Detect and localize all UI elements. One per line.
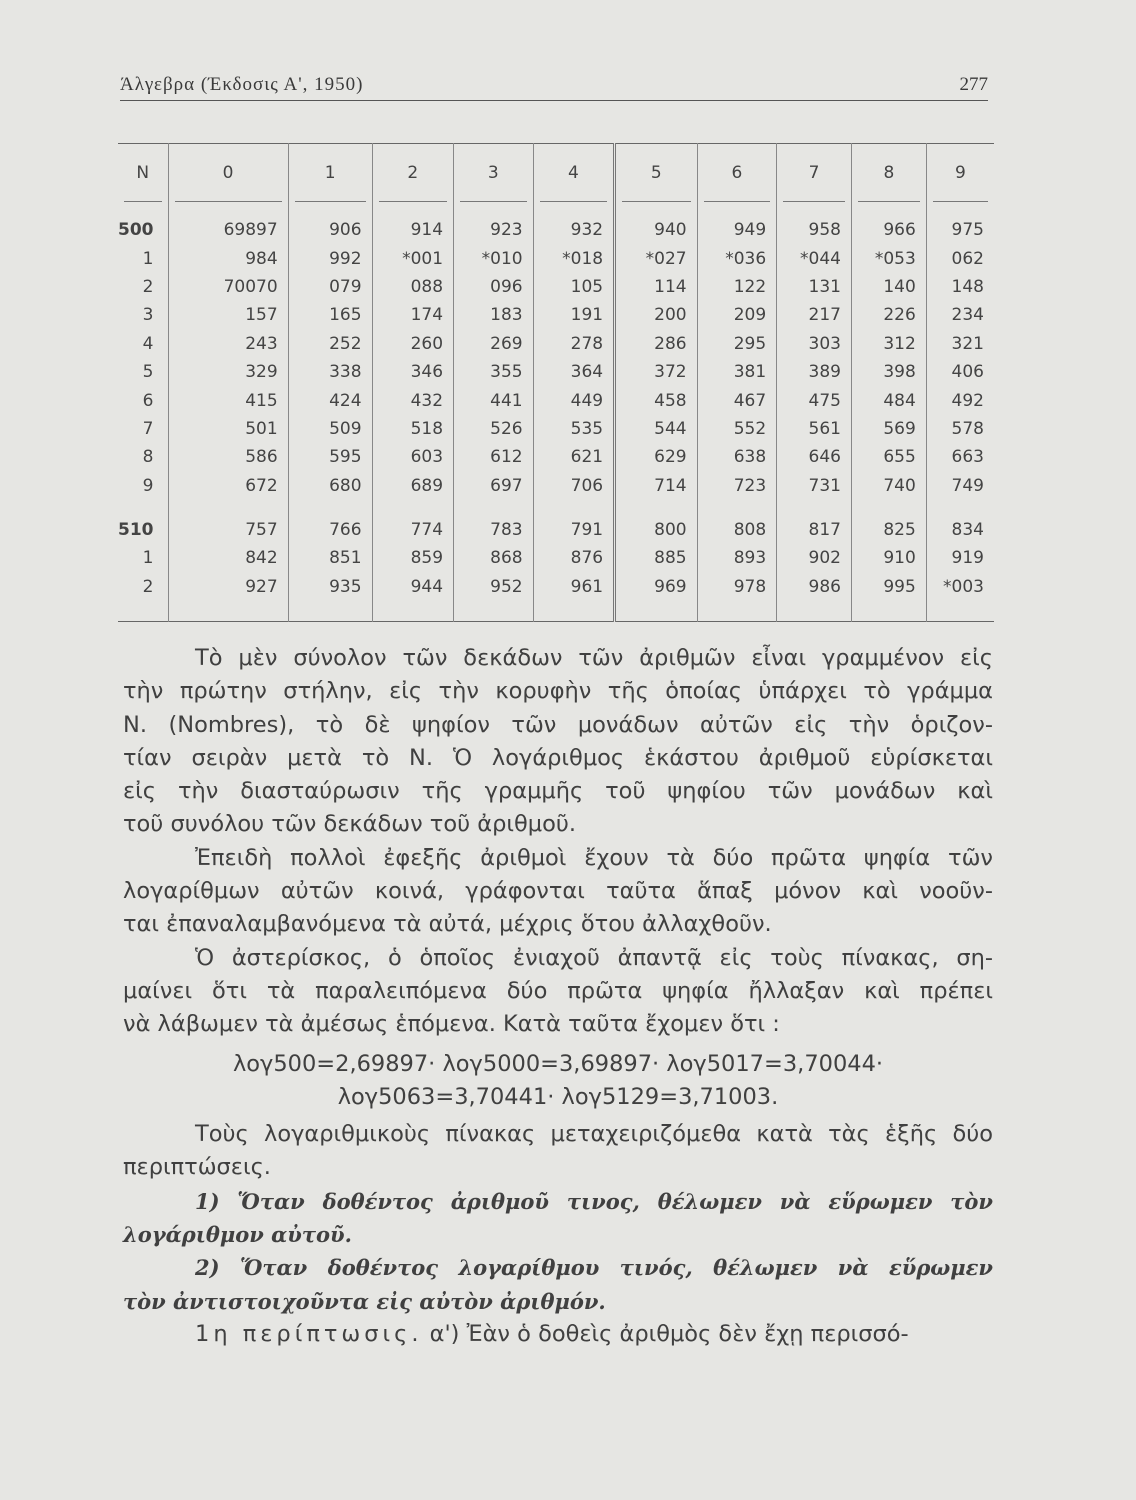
text-line: ται ἐπαναλαμβανόμενα τὰ αὐτά, μέχρις ὅτου ἀλλαχθοῦν. xyxy=(123,911,772,938)
table-cell: 834 xyxy=(926,500,994,544)
table-cell: *027 xyxy=(615,244,697,272)
table-cell: 986 xyxy=(777,573,852,622)
column-header: N xyxy=(118,144,168,203)
row-label: 4 xyxy=(142,333,154,354)
header-title: Άλγεβρα (Έκδοσις Α', 1950) xyxy=(120,74,364,95)
logarithm-table xyxy=(118,143,994,622)
table-cell: 689 xyxy=(372,472,453,500)
table-row xyxy=(118,415,994,443)
table-cell: 260 xyxy=(372,330,453,358)
table-cell: 286 xyxy=(615,330,697,358)
table-cell: 757 xyxy=(168,500,288,544)
table-cell: 544 xyxy=(615,415,697,443)
table-cell: 122 xyxy=(697,273,777,301)
table-cell: 808 xyxy=(697,500,777,544)
table-cell: 432 xyxy=(372,386,453,414)
table-cell: 603 xyxy=(372,443,453,471)
table-cell: 740 xyxy=(851,472,926,500)
table-cell: 355 xyxy=(454,358,534,386)
table-cell: 969 xyxy=(615,573,697,622)
table-cell: 303 xyxy=(777,330,852,358)
table-row xyxy=(118,472,994,500)
table-cell: 518 xyxy=(372,415,453,443)
table-cell: 984 xyxy=(168,244,288,272)
table-cell: 200 xyxy=(615,301,697,329)
table-cell: 949 xyxy=(697,202,777,244)
table-cell: 975 xyxy=(926,202,994,244)
text-line: εἰς τὴν διασταύρωσιν τῆς γραμμῆς τοῦ ψηφίου τῶν μονάδων καὶ xyxy=(123,778,993,805)
table-cell: 501 xyxy=(168,415,288,443)
table-cell: 944 xyxy=(372,573,453,622)
table-cell: 140 xyxy=(851,273,926,301)
table-cell: 697 xyxy=(454,472,534,500)
table-cell: 492 xyxy=(926,386,994,414)
text-line: νὰ λάβωμεν τὰ ἀμέσως ἑπόμενα. Κατὰ ταῦτα ἔχομεν ὅτι : xyxy=(123,1011,780,1038)
body-text xyxy=(123,642,993,1351)
table-cell: 859 xyxy=(372,544,453,572)
column-header: 6 xyxy=(697,144,777,203)
table-cell: 114 xyxy=(615,273,697,301)
case-line: 1) Ὅταν δοθέντος ἀριθμοῦ τινος, θέλωμεν νὰ εὕρωμεν τὸν xyxy=(195,1188,993,1214)
table-cell: 783 xyxy=(454,500,534,544)
table-cell: 226 xyxy=(851,301,926,329)
table-cell: 992 xyxy=(288,244,372,272)
table-cell: *018 xyxy=(533,244,615,272)
table-row xyxy=(118,301,994,329)
table-cell: 927 xyxy=(168,573,288,622)
table-cell: 885 xyxy=(615,544,697,572)
table-cell: 774 xyxy=(372,500,453,544)
table-cell: 569 xyxy=(851,415,926,443)
text-line xyxy=(123,1318,993,1351)
row-label: 6 xyxy=(142,390,154,411)
table-cell: 174 xyxy=(372,301,453,329)
table-cell: 646 xyxy=(777,443,852,471)
table-cell: *044 xyxy=(777,244,852,272)
table-row xyxy=(118,500,994,544)
row-label: 1 xyxy=(142,248,154,269)
table-cell: 458 xyxy=(615,386,697,414)
column-header: 9 xyxy=(926,144,994,203)
table-cell: 663 xyxy=(926,443,994,471)
table-cell: 234 xyxy=(926,301,994,329)
table-cell: 842 xyxy=(168,544,288,572)
row-label: 5 xyxy=(142,362,154,383)
table-cell: 148 xyxy=(926,273,994,301)
table-cell: 923 xyxy=(454,202,534,244)
table-cell: 906 xyxy=(288,202,372,244)
table-cell: 672 xyxy=(168,472,288,500)
table-cell: *036 xyxy=(697,244,777,272)
row-label: 2 xyxy=(142,576,154,597)
table-cell: 364 xyxy=(533,358,615,386)
row-label: 510 xyxy=(118,520,154,541)
table-row xyxy=(118,544,994,572)
text-line: τὴν πρώτην στήλην, εἰς τὴν κορυφὴν τῆς ὁποίας ὑπάρχει τὸ γράμμα xyxy=(123,678,993,705)
page-number: 277 xyxy=(959,74,988,95)
row-label: 8 xyxy=(142,447,154,468)
table-cell: 893 xyxy=(697,544,777,572)
text-line: μαίνει ὅτι τὰ παραλειπόμενα δύο πρῶτα ψηφία ἤλλαξαν καὶ πρέπει xyxy=(123,977,993,1004)
table-cell: 586 xyxy=(168,443,288,471)
row-label: 1 xyxy=(142,548,154,569)
table-cell: 312 xyxy=(851,330,926,358)
table-cell: 131 xyxy=(777,273,852,301)
table-cell: 105 xyxy=(533,273,615,301)
table-cell: 70070 xyxy=(168,273,288,301)
table-cell: 441 xyxy=(454,386,534,414)
case-text: α') Ἐὰν ὁ δοθεὶς ἀριθμὸς δὲν ἔχῃ περισσό- xyxy=(429,1320,909,1347)
table-cell: 535 xyxy=(533,415,615,443)
table-cell: 817 xyxy=(777,500,852,544)
table-cell: 406 xyxy=(926,358,994,386)
column-header: 1 xyxy=(288,144,372,203)
table-cell: *003 xyxy=(926,573,994,622)
table-cell: 766 xyxy=(288,500,372,544)
column-header: 2 xyxy=(372,144,453,203)
table-cell: *001 xyxy=(372,244,453,272)
table-cell: 629 xyxy=(615,443,697,471)
table-cell: 526 xyxy=(454,415,534,443)
table-cell: 714 xyxy=(615,472,697,500)
text-line: λογαρίθμων αὐτῶν κοινά, γράφονται ταῦτα ἅπαξ μόνον καὶ νοοῦν- xyxy=(123,878,993,905)
table-cell: 902 xyxy=(777,544,852,572)
text-line: περιπτώσεις. xyxy=(123,1154,271,1181)
table-cell: 278 xyxy=(533,330,615,358)
table-cell: 655 xyxy=(851,443,926,471)
case-line: τὸν ἀντιστοιχοῦντα εἰς αὐτὸν ἀριθμόν. xyxy=(123,1288,606,1314)
table-cell: 165 xyxy=(288,301,372,329)
table-cell: 723 xyxy=(697,472,777,500)
table-cell: 372 xyxy=(615,358,697,386)
table-cell: 706 xyxy=(533,472,615,500)
table-header-row xyxy=(118,144,994,203)
table-cell: 910 xyxy=(851,544,926,572)
table-cell: 995 xyxy=(851,573,926,622)
column-header: 0 xyxy=(168,144,288,203)
table-cell: 680 xyxy=(288,472,372,500)
table-cell: 191 xyxy=(533,301,615,329)
row-label: 7 xyxy=(142,418,154,439)
table-cell: 509 xyxy=(288,415,372,443)
table-cell: 595 xyxy=(288,443,372,471)
text-line: τίαν σειρὰν μετὰ τὸ N. Ὁ λογάριθμος ἑκάστου ἀριθμοῦ εὑρίσκεται xyxy=(123,744,993,771)
table-cell: 243 xyxy=(168,330,288,358)
table-cell: 800 xyxy=(615,500,697,544)
table-cell: 851 xyxy=(288,544,372,572)
row-label: 500 xyxy=(118,220,154,241)
table-cell: 552 xyxy=(697,415,777,443)
table-cell: 940 xyxy=(615,202,697,244)
table-cell: *010 xyxy=(454,244,534,272)
table-cell: 621 xyxy=(533,443,615,471)
column-header: 4 xyxy=(533,144,615,203)
table-cell: 731 xyxy=(777,472,852,500)
table-cell: 079 xyxy=(288,273,372,301)
table-row xyxy=(118,386,994,414)
table-cell: 157 xyxy=(168,301,288,329)
table-cell: 295 xyxy=(697,330,777,358)
text-line: τοῦ συνόλου τῶν δεκάδων τοῦ ἀριθμοῦ. xyxy=(123,811,577,838)
table-row xyxy=(118,273,994,301)
table-cell: 919 xyxy=(926,544,994,572)
table-cell: 252 xyxy=(288,330,372,358)
table-cell: 424 xyxy=(288,386,372,414)
table-row xyxy=(118,358,994,386)
column-header: 8 xyxy=(851,144,926,203)
column-header: 5 xyxy=(615,144,697,203)
table-cell: 484 xyxy=(851,386,926,414)
table-cell: 876 xyxy=(533,544,615,572)
table-cell: 183 xyxy=(454,301,534,329)
table-cell: 398 xyxy=(851,358,926,386)
table-cell: 578 xyxy=(926,415,994,443)
text-line: Τὸ μὲν σύνολον τῶν δεκάδων τῶν ἀριθμῶν εἶναι γραμμένον εἰς xyxy=(195,645,993,671)
table-cell: 966 xyxy=(851,202,926,244)
text-line: Ὁ ἀστερίσκος, ὁ ὁποῖος ἐνιαχοῦ ἀπαντᾷ εἰς τοὺς πίνακας, ση- xyxy=(195,944,993,971)
table-cell: 096 xyxy=(454,273,534,301)
formula-line: λογ500=2,69897· λογ5000=3,69897· λογ5017=3,70044· xyxy=(232,1050,884,1077)
table-cell: *053 xyxy=(851,244,926,272)
table-cell: 935 xyxy=(288,573,372,622)
table-row xyxy=(118,443,994,471)
row-label: 3 xyxy=(142,305,154,326)
table-cell: 415 xyxy=(168,386,288,414)
table-cell: 961 xyxy=(533,573,615,622)
table-cell: 914 xyxy=(372,202,453,244)
table-cell: 389 xyxy=(777,358,852,386)
table-cell: 69897 xyxy=(168,202,288,244)
table-cell: 346 xyxy=(372,358,453,386)
text-line: N. (Nombres), τὸ δὲ ψηφίον τῶν μονάδων αὐτῶν εἰς τὴν ὁριζον- xyxy=(123,711,993,738)
running-header xyxy=(120,72,988,101)
table-row xyxy=(118,573,994,622)
column-header: 7 xyxy=(777,144,852,203)
table-cell: 338 xyxy=(288,358,372,386)
case-line: λογάριθμον αὐτοῦ. xyxy=(123,1222,352,1248)
table-cell: 449 xyxy=(533,386,615,414)
table-cell: 612 xyxy=(454,443,534,471)
table-row xyxy=(118,330,994,358)
table-row xyxy=(118,244,994,272)
table-row xyxy=(118,202,994,244)
table-cell: 209 xyxy=(697,301,777,329)
table-cell: 467 xyxy=(697,386,777,414)
table-cell: 868 xyxy=(454,544,534,572)
table-cell: 381 xyxy=(697,358,777,386)
case-heading: 1η περίπτωσις. xyxy=(195,1320,423,1347)
table-cell: 321 xyxy=(926,330,994,358)
table-cell: 825 xyxy=(851,500,926,544)
table-cell: 958 xyxy=(777,202,852,244)
table-cell: 561 xyxy=(777,415,852,443)
table-cell: 932 xyxy=(533,202,615,244)
table-cell: 952 xyxy=(454,573,534,622)
table-cell: 791 xyxy=(533,500,615,544)
table-cell: 978 xyxy=(697,573,777,622)
table-cell: 638 xyxy=(697,443,777,471)
text-line: Ἐπειδὴ πολλοὶ ἐφεξῆς ἀριθμοὶ ἔχουν τὰ δύο πρῶτα ψηφία τῶν xyxy=(195,844,993,871)
table-cell: 217 xyxy=(777,301,852,329)
row-label: 2 xyxy=(142,276,154,297)
text-line: Τοὺς λογαριθμικοὺς πίνακας μεταχειριζόμεθα κατὰ τὰς ἑξῆς δύο xyxy=(195,1121,993,1148)
table-cell: 062 xyxy=(926,244,994,272)
column-header: 3 xyxy=(454,144,534,203)
table-cell: 329 xyxy=(168,358,288,386)
case-line: 2) Ὅταν δοθέντος λογαρίθμου τινός, θέλωμεν νὰ εὕρωμεν xyxy=(195,1255,993,1281)
table-cell: 749 xyxy=(926,472,994,500)
row-label: 9 xyxy=(142,475,154,496)
table-cell: 269 xyxy=(454,330,534,358)
formula-line: λογ5063=3,70441· λογ5129=3,71003. xyxy=(337,1083,779,1110)
table-cell: 475 xyxy=(777,386,852,414)
table-cell: 088 xyxy=(372,273,453,301)
